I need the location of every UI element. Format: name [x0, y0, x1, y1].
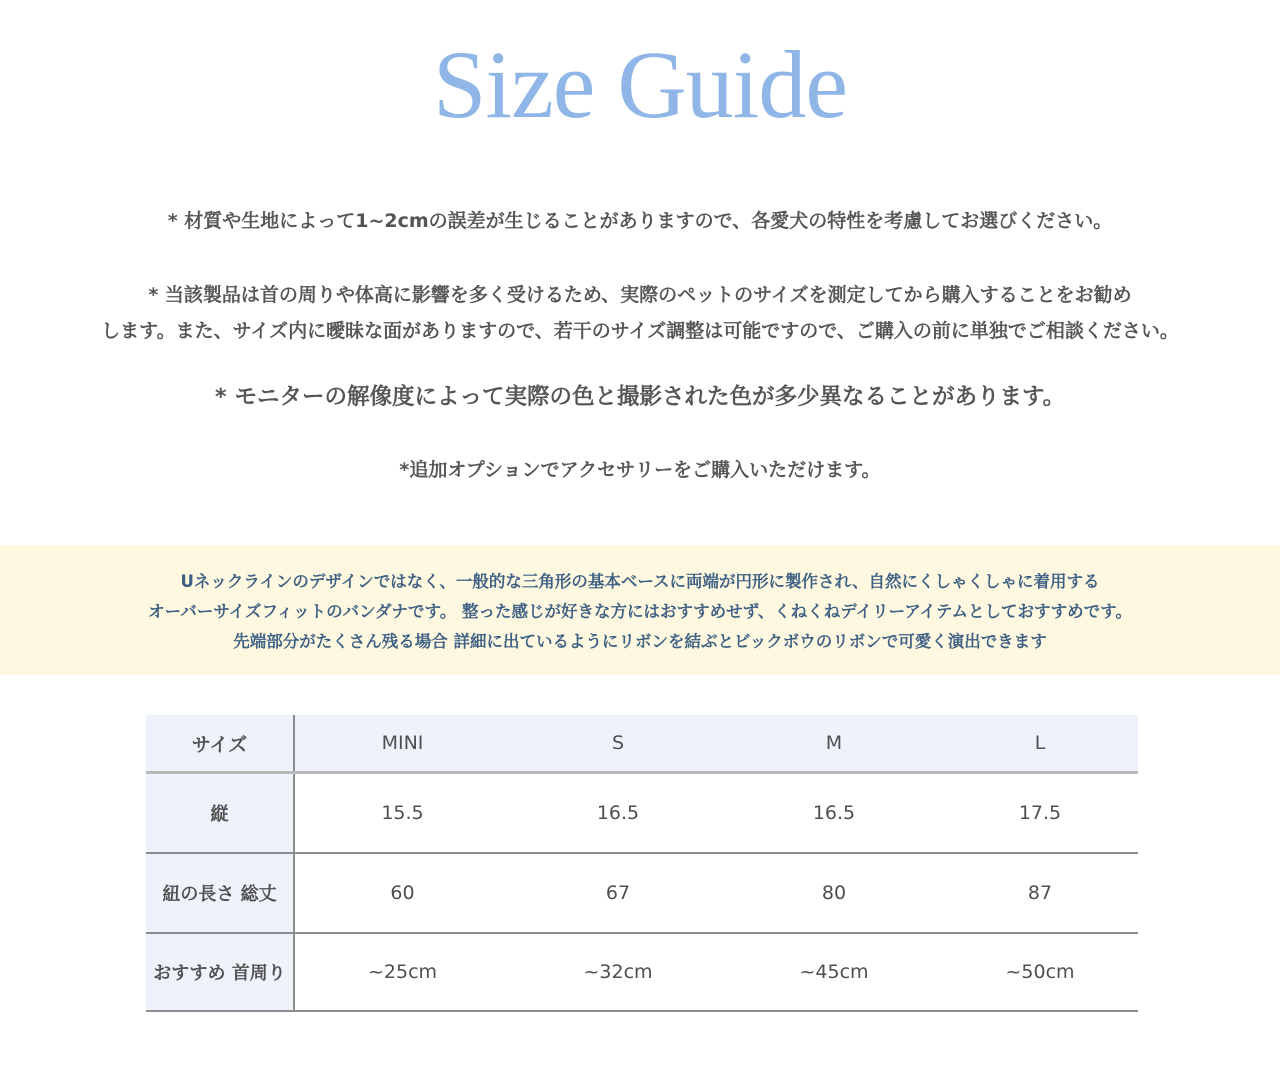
table-cell: 80 [726, 853, 942, 933]
table-cell: 87 [942, 853, 1138, 933]
description-line2: オーバーサイズフィットのバンダナです。 整った感じが好きな方にはおすすめせず、くねくねデイリーアイテムとしておすすめです。 [148, 602, 1132, 621]
table-cell: 16.5 [726, 773, 942, 854]
table-cell: 60 [294, 853, 510, 933]
note-measure-line1: * 当該製品は首の周りや体高に影響を多く受けるため、実際のペットのサイズを測定してから購入することをお勧め [148, 284, 1132, 306]
table-cell: 67 [510, 853, 726, 933]
table-cell: 16.5 [510, 773, 726, 854]
table-cell: ~45cm [726, 933, 942, 1011]
row-label: 縦 [146, 773, 294, 854]
row-label: 紐の長さ 総丈 [146, 853, 294, 933]
page-title: Size Guide [433, 31, 847, 138]
description-text [0, 567, 1280, 657]
header-size-l: L [942, 715, 1138, 773]
table-cell: ~25cm [294, 933, 510, 1011]
table-cell: ~32cm [510, 933, 726, 1011]
size-table [146, 715, 1138, 1012]
note-monitor-color: * モニターの解像度によって実際の色と撮影された色が多少異なることがあります。 [214, 384, 1066, 410]
description-line3: 先端部分がたくさん残る場合 詳細に出ているようにリボンを結ぶとビックボウのリボンで可愛く演出できます [233, 632, 1047, 651]
header-size-mini: MINI [294, 715, 510, 773]
table-cell: 15.5 [294, 773, 510, 854]
header-size-m: M [726, 715, 942, 773]
note-tolerance: * 材質や生地によって1~2cmの誤差が生じることがありますので、各愛犬の特性を考慮してお選びください。 [167, 210, 1113, 232]
size-table-header-row [146, 715, 1138, 773]
note-measure [0, 277, 1280, 349]
table-row-string-length [146, 853, 1138, 933]
table-row-length [146, 773, 1138, 854]
header-size-s: S [510, 715, 726, 773]
header-size-label: サイズ [146, 715, 294, 773]
table-cell: ~50cm [942, 933, 1138, 1011]
note-accessory-option: *追加オプションでアクセサリーをご購入いただけます。 [399, 459, 881, 481]
row-label: おすすめ 首周り [146, 933, 294, 1011]
note-measure-line2: します。また、サイズ内に曖昧な面がありますので、若干のサイズ調整は可能ですので、ご購入の前に単独でご相談ください。 [101, 320, 1179, 342]
description-band [0, 545, 1280, 675]
table-row-neck [146, 933, 1138, 1011]
table-cell: 17.5 [942, 773, 1138, 854]
description-line1: Uネックラインのデザインではなく、一般的な三角形の基本ベースに両端が円形に製作され、自然にくしゃくしゃに着用する [180, 572, 1100, 591]
